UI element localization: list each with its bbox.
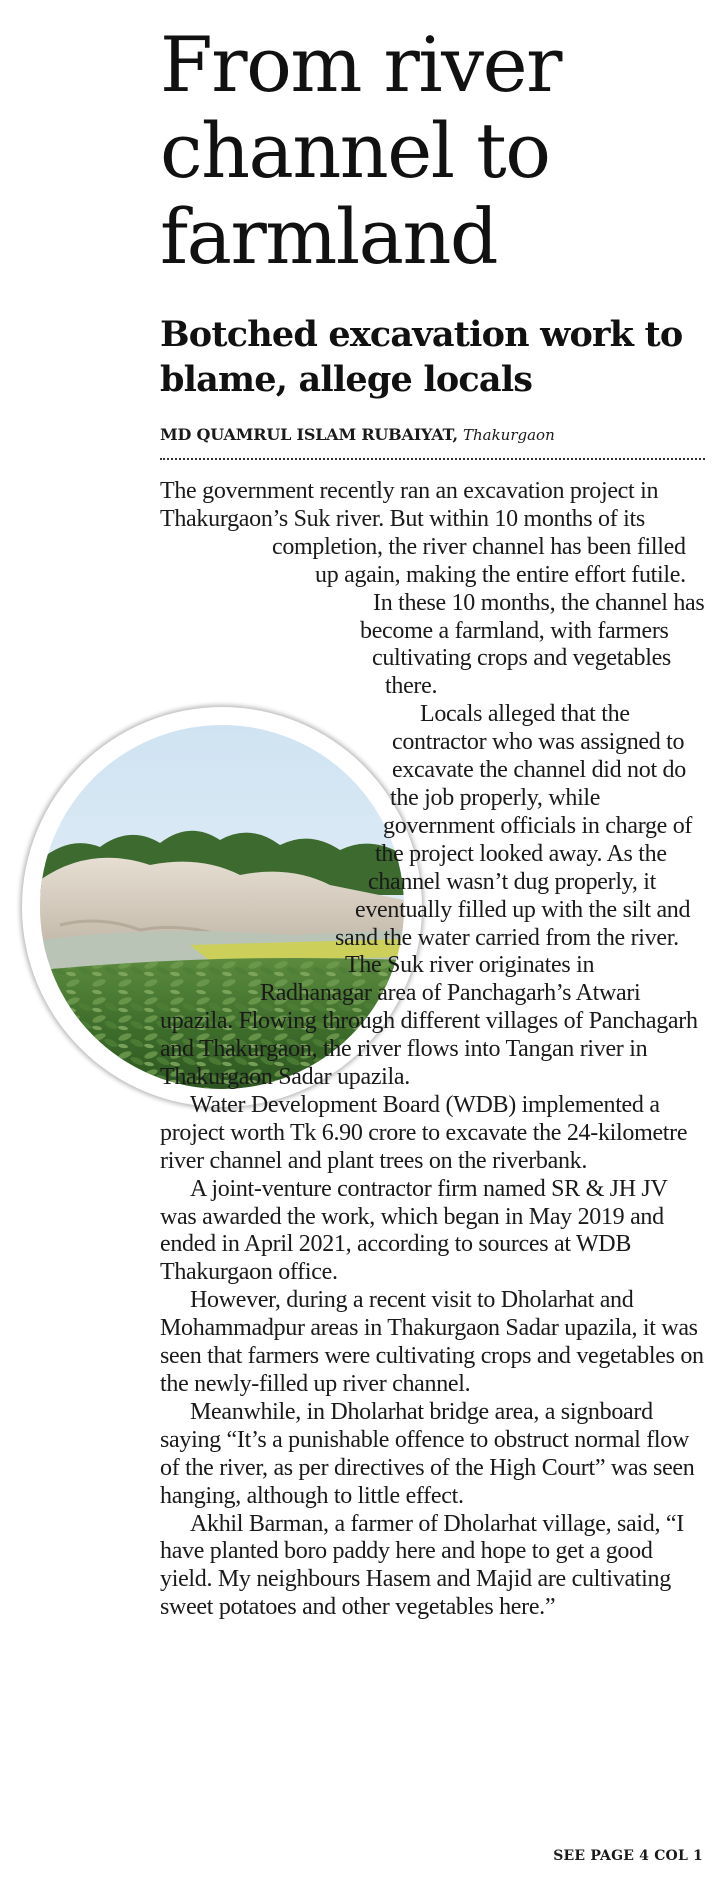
paragraph-6: A joint-venture contractor firm named SR & JH JV was awarded the work, which began in May 2019 and ended in April 2021, according to sources at WDB Thakurgaon office. [160, 1175, 668, 1286]
continuation-note: SEE PAGE 4 COL 1 [553, 1848, 703, 1864]
article-body [160, 478, 708, 1622]
paragraph-4: The Suk river originates in Radhanagar area of Panchagarh’s Atwari upazila. Flowing through different villages of Panchagarh and Thakurgaon, the river flows into Tangan river in Thakurgaon Sadar upazila. [160, 952, 698, 1091]
paragraph-8: Meanwhile, in Dholarhat bridge area, a signboard saying “It’s a punishable offence to obstruct normal flow of the river, as per directives of the High Court” was seen hanging, although to little effect. [160, 1398, 695, 1509]
byline-location: Thakurgaon [462, 426, 555, 444]
paragraph-2: In these 10 months, the channel has become a farmland, with farmers cultivating crops and vegetables there. [360, 589, 705, 700]
paragraph-7: However, during a recent visit to Dholarhat and Mohammadpur areas in Thakurgaon Sadar upazila, it was seen that farmers were cultivating crops and vegetables on the newly-filled up river channel. [160, 1287, 704, 1397]
paragraph-1: The government recently ran an excavation project in Thakurgaon’s Suk river. But within 10 months of its completion, the river channel has been filled up again, making the entire effort futile. [160, 478, 686, 588]
paragraph-9: Akhil Barman, a farmer of Dholarhat village, said, “I have planted boro paddy here and hope to get a good yield. My neighbours Hasem and Majid are cultivating sweet potatoes and other vegetables here.” [160, 1510, 684, 1621]
byline [160, 424, 705, 446]
paragraph-5: Water Development Board (WDB) implemented a project worth Tk 6.90 crore to excavate the 24-kilometre river channel and plant trees on the riverbank. [160, 1091, 688, 1174]
subheadline: Botched excavation work to blame, allege locals [160, 314, 683, 400]
paragraph-3: Locals alleged that the contractor who was assigned to excavate the channel did not do the job properly, while government officials in charge of the project looked away. As the channel wasn’t dug properly, it eventually filled up with the silt and sand the water carried from the river. [335, 701, 693, 951]
headline: From river channel to farmland [160, 20, 561, 281]
byline-divider [160, 458, 705, 460]
byline-author: MD QUAMRUL ISLAM RUBAIYAT, [160, 425, 458, 444]
